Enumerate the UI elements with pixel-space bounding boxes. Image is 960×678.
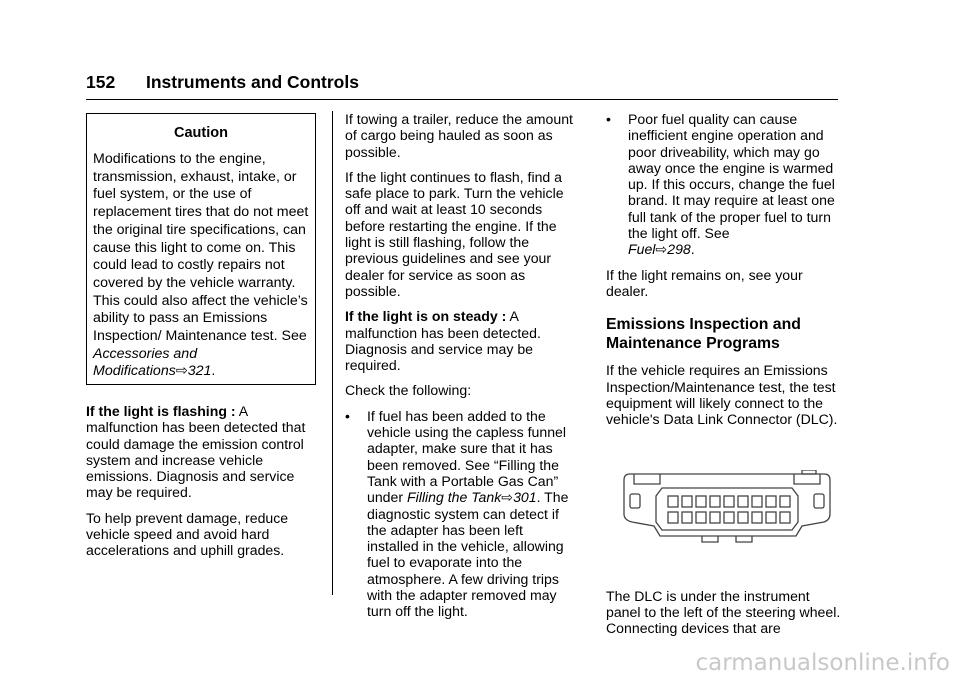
- caution-ref-page[interactable]: 321: [187, 363, 212, 380]
- check-following: Check the following:: [345, 382, 472, 399]
- bullet2-reference[interactable]: [628, 241, 695, 257]
- towing-paragraph: If towing a trailer, reduce the amount of cargo being hauled as soon as possible.: [345, 111, 573, 160]
- flashing-label: If the light is flashing :: [86, 403, 236, 419]
- steady-paragraph: [345, 308, 577, 373]
- reduce-damage-paragraph: To help prevent damage, reduce vehicle speed and avoid hard accelerations and uphill grades.: [86, 509, 289, 559]
- caution-body: [93, 151, 315, 381]
- page-ref-icon: ⇨: [501, 489, 514, 506]
- page-number: 152: [86, 72, 116, 92]
- caution-text: Modifications to the engine, transmission, exhaust, intake, or fuel system, or the use of replacement tires that do not meet the original tire specifications, can cause this light to come on. This could lead to costly repairs not covered by the vehicle warranty. This could also affect the vehicle’s ability to pass an Emissions Inspection/ Maintenance test. See: [93, 151, 309, 345]
- bullet1-text-a: If fuel has been added to the vehicle using the capless funnel adapter, make sure that it has been removed. See “Filling the Tank with a Portable Gas Can” under: [367, 407, 567, 506]
- inspection-paragraph: If the vehicle requires an Emissions Inspection/Maintenance test, the test equipment will likely connect to the vehicle's Data Link Connector (DLC).: [606, 362, 838, 428]
- caution-title: Caution: [174, 125, 228, 141]
- bullet-fuel-quality: [606, 111, 844, 258]
- dlc-connector-illustration: [616, 470, 838, 554]
- watermark: carmanualsonline.info: [695, 650, 950, 676]
- bullet1-reference[interactable]: [407, 489, 537, 505]
- bullet2-ref-end: .: [690, 241, 695, 258]
- bullet1-ref-page[interactable]: 301: [513, 489, 537, 506]
- column-divider: [332, 111, 333, 595]
- caution-ref-line1[interactable]: Accessories and: [93, 345, 198, 362]
- continue-flash-paragraph: If the light continues to flash, find a safe place to park. Turn the vehicle off and wait at least 10 seconds before restarting the engine. If the light is still flashing, follow the previous guidelines and see your dealer for service as soon as possible.: [345, 168, 564, 299]
- column-1: [86, 113, 320, 568]
- dlc-location-paragraph: The DLC is under the instrument panel to the left of the steering wheel. Connecting devices that are: [606, 587, 841, 637]
- bullet1-text-b: . The diagnostic system can detect if the adapter has been left installed in the vehicle, allowing fuel to evaporate into the atmosphere. A few driving trips with the adapter removed may turn off the light.: [367, 489, 569, 620]
- column-3: [606, 111, 844, 646]
- bullet-dot: •: [345, 407, 350, 424]
- bullet-dot: •: [606, 111, 611, 127]
- caution-ref-end: .: [211, 363, 216, 380]
- steady-text: A malfunction has been detected. Diagnosis and service may be required.: [345, 308, 541, 374]
- caution-box: [86, 113, 316, 385]
- flashing-text: A malfunction has been detected that could damage the emission control system and increase vehicle emissions. Diagnosis and service may be required.: [86, 403, 306, 501]
- flashing-paragraph: [86, 403, 320, 501]
- steady-label: If the light is on steady :: [345, 308, 507, 325]
- remains-on-paragraph: If the light remains on, see your dealer.: [606, 266, 803, 299]
- bullet2-text: Poor fuel quality can cause inefficient engine operation and poor driveability, which may go away once the engine is warmed up. If this occurs, change the fuel brand. It may require at least one full tank of the proper fuel to turn the light off. See: [628, 111, 835, 242]
- bullet2-ref-page[interactable]: 298: [667, 241, 691, 258]
- bullet1-ref[interactable]: Filling the Tank: [406, 489, 502, 506]
- page-ref-icon: ⇨: [655, 241, 668, 258]
- caution-ref-line2[interactable]: Modifications: [93, 363, 176, 380]
- section-title: Instruments and Controls: [146, 72, 359, 92]
- bullet2-ref[interactable]: Fuel: [628, 241, 656, 258]
- caution-reference[interactable]: [93, 363, 215, 379]
- column-2: [345, 111, 577, 629]
- page-ref-icon: ⇨: [175, 363, 188, 380]
- bullet-fuel-adapter: [345, 408, 577, 620]
- emissions-heading: Emissions Inspection and Maintenance Programs: [606, 316, 801, 353]
- page-header: [86, 72, 838, 100]
